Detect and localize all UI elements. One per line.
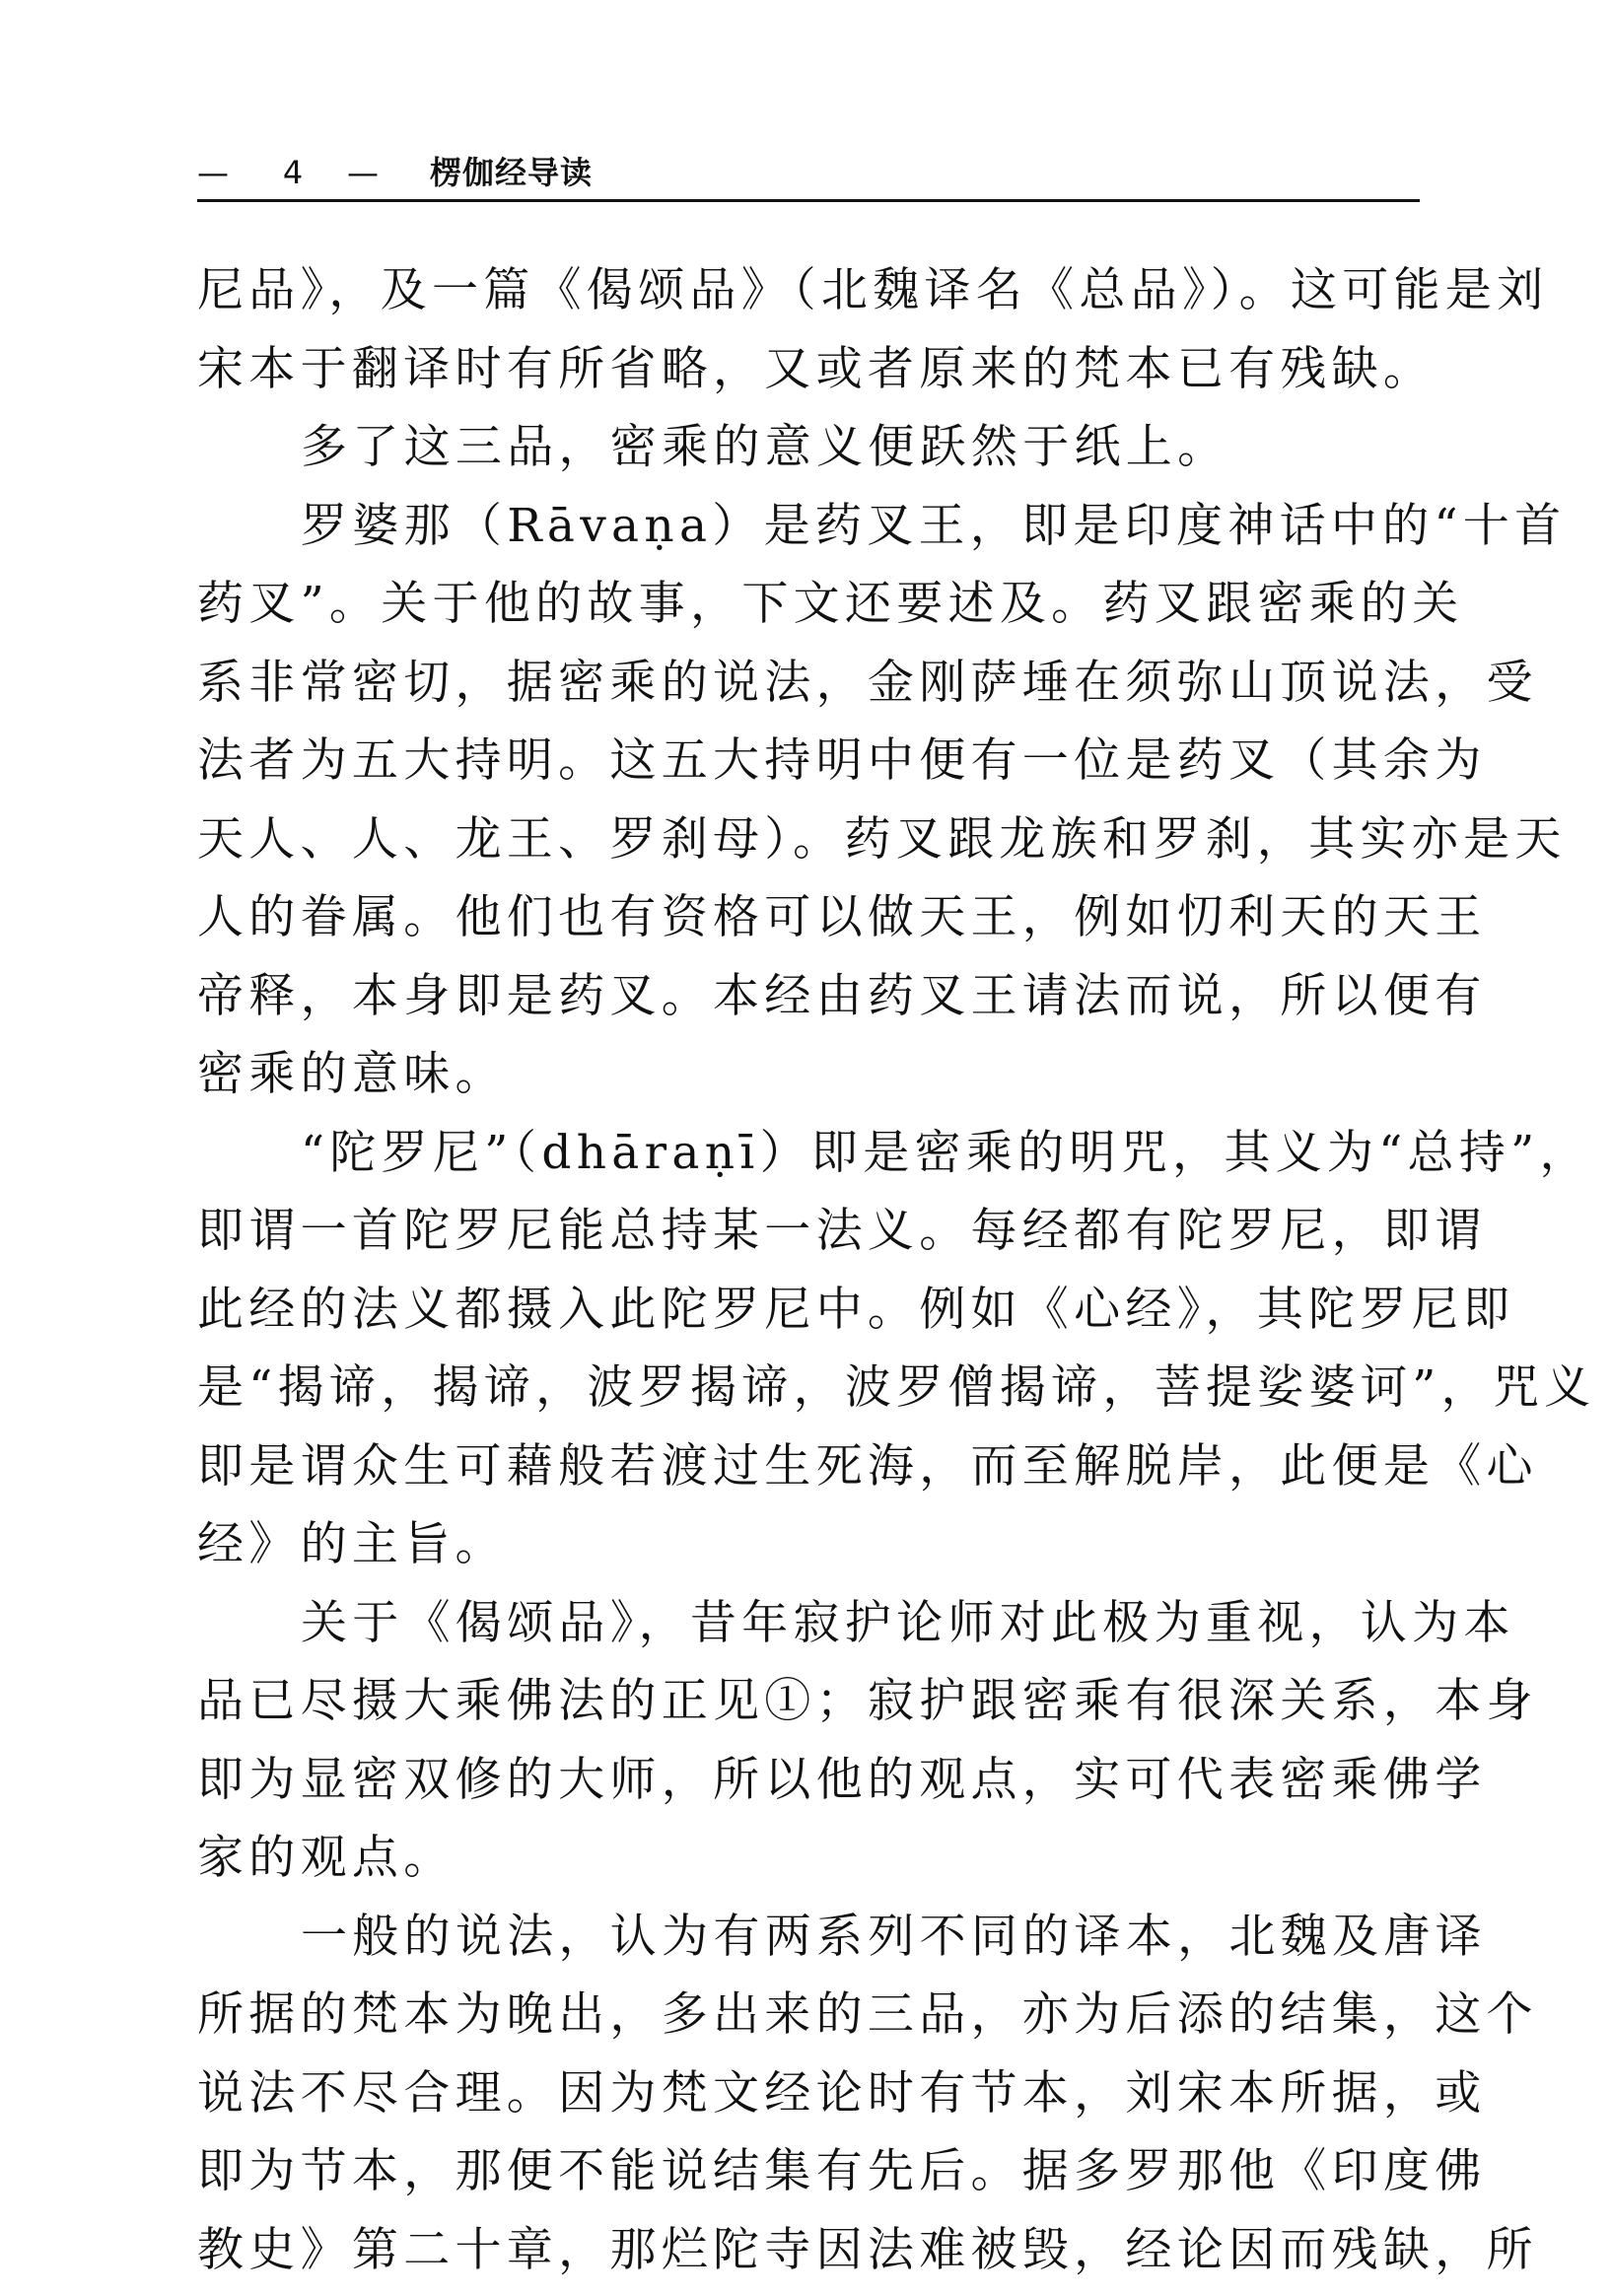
- header-dash-left: —: [197, 154, 229, 191]
- text-line: “陀罗尼”（dhāraṇī）即是密乘的明咒，其义为“总持”，: [301, 1125, 1591, 1180]
- text-line: 此经的法义都摄入此陀罗尼中。例如《心经》，其陀罗尼即: [197, 1282, 1515, 1337]
- text-line: 说法不尽合理。因为梵文经论时有节本，刘宋本所据，或: [197, 2065, 1487, 2121]
- text-line: 即为显密双修的大师，所以他的观点，实可代表密乘佛学: [197, 1752, 1487, 1807]
- text-line: 人的眷属。他们也有资格可以做天王，例如忉利天的天王: [197, 890, 1487, 944]
- text-line: 多了这三品，密乘的意义便跃然于纸上。: [301, 420, 1229, 474]
- text-line: 法者为五大持明。这五大持明中便有一位是药叉（其余为: [197, 733, 1487, 788]
- header-rule: [197, 199, 1420, 202]
- text-line: 系非常密切，据密乘的说法，金刚萨埵在须弥山顶说法，受: [197, 655, 1538, 710]
- text-line: 宋本于翻译时有所省略，又或者原来的梵本已有残缺。: [197, 341, 1436, 396]
- text-line: 即谓一首陀罗尼能总持某一法义。每经都有陀罗尼，即谓: [197, 1204, 1487, 1258]
- body-text: [197, 251, 1596, 2289]
- text-line: 药叉”。关于他的故事，下文还要述及。药叉跟密乘的关: [197, 577, 1464, 631]
- text-line: 关于《偈颂品》，昔年寂护论师对此极为重视，认为本: [301, 1595, 1515, 1650]
- text-line: 一般的说法，认为有两系列不同的译本，北魏及唐译: [301, 1909, 1487, 1964]
- running-title: 楞伽经导读: [430, 154, 594, 191]
- text-line: 经》的主旨。: [197, 1517, 507, 1571]
- text-line: 家的观点。: [197, 1831, 456, 1885]
- text-line: 即为节本，那便不能说结集有先后。据多罗那他《印度佛: [197, 2144, 1487, 2198]
- text-line: 是“揭谛，揭谛，波罗揭谛，波罗僧揭谛，菩提娑婆诃”，咒义: [197, 1360, 1596, 1415]
- header-dash-right: —: [347, 154, 379, 191]
- text-line: 罗婆那（Rāvaṇa）是药叉王，即是印度神话中的“十首: [301, 498, 1567, 553]
- text-line: 天人、人、龙王、罗刹母）。药叉跟龙族和罗刹，其实亦是天: [197, 811, 1567, 867]
- text-line: 密乘的意味。: [197, 1047, 507, 1101]
- text-line: 尼品》，及一篇《偈颂品》（北魏译名《总品》）。这可能是刘: [197, 263, 1549, 317]
- text-line: 品已尽摄大乘佛法的正见①；寂护跟密乘有很深关系，本身: [197, 1674, 1538, 1728]
- page-header: [197, 148, 1420, 197]
- text-line: 所据的梵本为晚出，多出来的三品，亦为后添的结集，这个: [197, 1987, 1538, 2042]
- text-line: 即是谓众生可藉般若渡过生死海，而至解脱岸，此便是《心: [197, 1438, 1538, 1494]
- text-line: 教史》第二十章，那烂陀寺因法难被毁，经论因而残缺，所: [197, 2222, 1538, 2277]
- text-line: 帝释，本身即是药叉。本经由药叉王请法而说，所以便有: [197, 968, 1487, 1023]
- page-number: 4: [282, 154, 304, 191]
